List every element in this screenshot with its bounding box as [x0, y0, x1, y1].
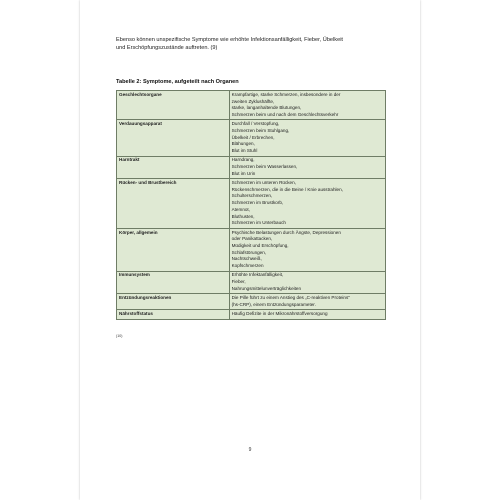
symptom-line: Erhöhte Infektanfälligkeit,	[231, 272, 284, 278]
organ-cell: Immunsystem	[117, 271, 230, 294]
intro-paragraph	[116, 36, 386, 52]
table-row	[117, 120, 386, 156]
symptom-line: Schulterschmerzen,	[231, 193, 273, 199]
symptoms-table	[116, 90, 386, 320]
symptoms-cell	[229, 179, 385, 229]
symptom-line: Die Pille führt zu einem Anstieg des „C-reaktiven Proteins"	[231, 295, 350, 301]
symptom-line: Müdigkeit und Erschöpfung,	[231, 242, 289, 248]
organ-cell: Körper, allgemein	[117, 228, 230, 271]
symptom-line: Psychische Belastungen durch Ängste, Depressionen	[231, 229, 341, 235]
symptom-line: Harndrang,	[231, 157, 255, 163]
table-row	[117, 91, 386, 120]
table-row	[117, 179, 386, 229]
symptoms-cell	[229, 120, 385, 156]
symptom-line: Nachtschweiß,	[231, 256, 262, 262]
organ-cell: Entzündungsreaktionen	[117, 294, 230, 310]
symptom-line: Krampfartige, starke Schmerzen, insbesondere in der	[231, 91, 341, 97]
symptom-line: starke, langanhaltende Blutungen,	[231, 105, 302, 111]
symptom-line: Schmerzen im unteren Rücken,	[231, 180, 296, 186]
symptom-line: Nahrungsmittelunverträglichkeiten	[231, 285, 302, 291]
source-reference: (10)	[116, 334, 123, 338]
organ-cell: Nährstoffstatus	[117, 310, 230, 319]
table-row	[117, 228, 386, 271]
symptoms-cell	[229, 310, 385, 319]
organ-cell: Harntrakt	[117, 156, 230, 179]
symptom-line: zweiten Zyklushälfte,	[231, 98, 275, 104]
symptom-line: Kopfschmerzen	[231, 263, 264, 269]
table-row	[117, 294, 386, 310]
symptom-line: Schmerzen beim und nach dem Geschlechtsverkehr	[231, 111, 339, 117]
symptom-line: Durchfall / Verstopfung,	[231, 121, 280, 127]
table-caption: Tabelle 2: Symptome, aufgeteilt nach Organen	[116, 79, 239, 85]
table-row	[117, 271, 386, 294]
symptoms-cell	[229, 294, 385, 310]
symptom-line: Blähungen,	[231, 141, 255, 147]
symptom-line: Schlafstörungen,	[231, 249, 267, 255]
table-row	[117, 310, 386, 319]
symptom-line: Blut im Urin	[231, 170, 256, 176]
symptom-line: oder Panikattacken,	[231, 236, 273, 242]
symptom-line: Atemnot,	[231, 206, 250, 212]
symptom-line: Übelkeit / Erbrechen,	[231, 134, 275, 140]
symptoms-cell	[229, 91, 385, 120]
table-row	[117, 156, 386, 179]
symptom-line: Fieber,	[231, 279, 246, 285]
symptom-line: Schmerzen im Unterbauch	[231, 220, 286, 226]
symptoms-cell	[229, 271, 385, 294]
symptom-line: Häufig Defizite in der Mikronährstoffversorgung	[231, 311, 328, 317]
symptoms-cell	[229, 228, 385, 271]
organ-cell: Verdauungsapparat	[117, 120, 230, 156]
organ-cell: Rücken- und Brustbereich	[117, 179, 230, 229]
intro-line: und Erschöpfungszustände auftreten. (9)	[116, 45, 218, 51]
organ-cell: Geschlechtsorgane	[117, 91, 230, 120]
page-number: 9	[248, 447, 252, 453]
intro-line: Ebenso können unspezifische Symptome wie erhöhte Infektionsanfälligkeit, Fieber, Übelkeit	[116, 37, 343, 43]
document-page	[80, 0, 420, 500]
symptom-line: Blut im Stuhl	[231, 148, 258, 154]
symptom-line: Rückenschmerzen, die in die Beine / Knie ausstrahlen,	[231, 186, 343, 192]
symptom-line: Schmerzen beim Stuhlgang,	[231, 127, 290, 133]
symptom-line: Schmerzen beim Wasserlassen,	[231, 164, 298, 170]
symptom-line: Schmerzen im Brustkorb,	[231, 200, 284, 206]
symptoms-cell	[229, 156, 385, 179]
symptom-line: Bluthusten,	[231, 213, 255, 219]
symptom-line: (hs-CRP), einem Entzündungsparameter.	[231, 301, 316, 307]
